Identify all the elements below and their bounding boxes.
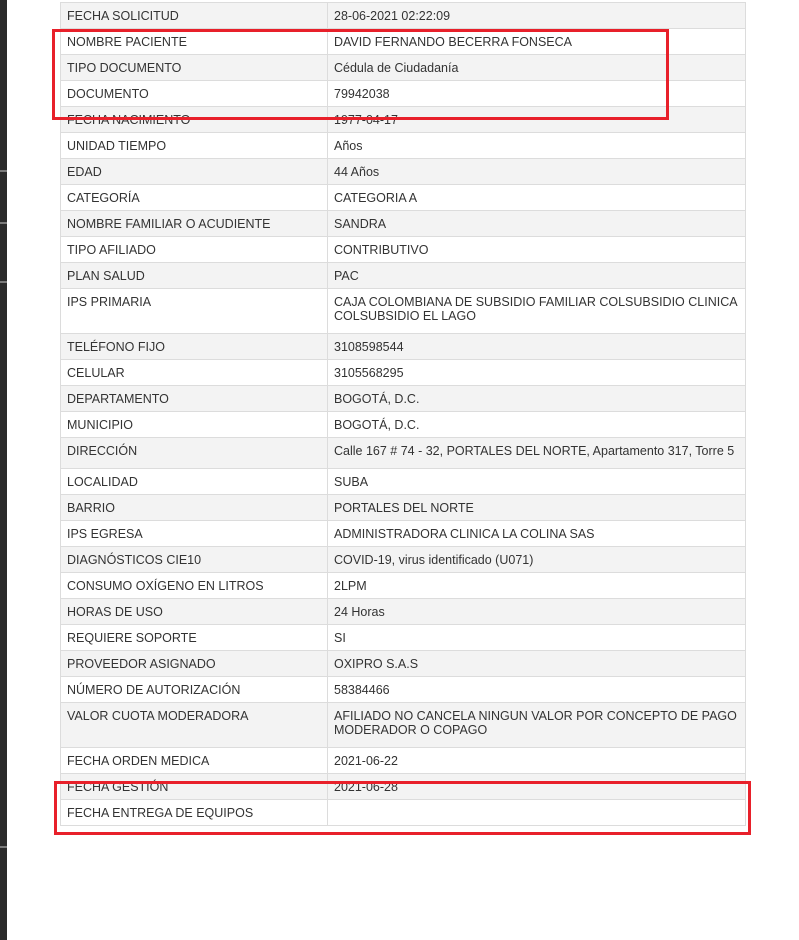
- table-row: [61, 159, 746, 185]
- field-label: IPS PRIMARIA: [61, 289, 328, 334]
- table-row: [61, 412, 746, 438]
- field-label: NÚMERO DE AUTORIZACIÓN: [61, 677, 328, 703]
- table-row: [61, 547, 746, 573]
- field-label: VALOR CUOTA MODERADORA: [61, 703, 328, 748]
- field-value: Cédula de Ciudadanía: [328, 55, 746, 81]
- table-row: [61, 29, 746, 55]
- field-value: AFILIADO NO CANCELA NINGUN VALOR POR CONCEPTO DE PAGO MODERADOR O COPAGO: [328, 703, 746, 748]
- table-row: [61, 3, 746, 29]
- field-value: ADMINISTRADORA CLINICA LA COLINA SAS: [328, 521, 746, 547]
- field-value: PAC: [328, 263, 746, 289]
- field-value: 3108598544: [328, 334, 746, 360]
- field-value: SI: [328, 625, 746, 651]
- table-row: [61, 185, 746, 211]
- field-value: 58384466: [328, 677, 746, 703]
- table-row: [61, 211, 746, 237]
- table-row: [61, 651, 746, 677]
- field-label: NOMBRE PACIENTE: [61, 29, 328, 55]
- field-value: 44 Años: [328, 159, 746, 185]
- field-value: BOGOTÁ, D.C.: [328, 386, 746, 412]
- table-row: [61, 289, 746, 334]
- table-row: [61, 573, 746, 599]
- field-value: CATEGORIA A: [328, 185, 746, 211]
- field-value: [328, 800, 746, 826]
- field-label: PROVEEDOR ASIGNADO: [61, 651, 328, 677]
- field-label: DIRECCIÓN: [61, 438, 328, 469]
- field-value: 2021-06-22: [328, 748, 746, 774]
- patient-info-table: [60, 2, 746, 826]
- field-value: 2LPM: [328, 573, 746, 599]
- table-row: [61, 360, 746, 386]
- table-row: [61, 469, 746, 495]
- field-value: PORTALES DEL NORTE: [328, 495, 746, 521]
- field-label: EDAD: [61, 159, 328, 185]
- table-row: [61, 748, 746, 774]
- field-value: CONTRIBUTIVO: [328, 237, 746, 263]
- field-label: DOCUMENTO: [61, 81, 328, 107]
- table-row: [61, 133, 746, 159]
- table-row: [61, 386, 746, 412]
- field-value: 2021-06-28: [328, 774, 746, 800]
- field-value: BOGOTÁ, D.C.: [328, 412, 746, 438]
- field-label: DIAGNÓSTICOS CIE10: [61, 547, 328, 573]
- field-value: CAJA COLOMBIANA DE SUBSIDIO FAMILIAR COLSUBSIDIO CLINICA COLSUBSIDIO EL LAGO: [328, 289, 746, 334]
- field-value: OXIPRO S.A.S: [328, 651, 746, 677]
- field-label: TIPO AFILIADO: [61, 237, 328, 263]
- field-label: TIPO DOCUMENTO: [61, 55, 328, 81]
- table-row: [61, 237, 746, 263]
- table-row: [61, 438, 746, 469]
- table-row: [61, 334, 746, 360]
- field-value: Calle 167 # 74 - 32, PORTALES DEL NORTE, Apartamento 317, Torre 5: [328, 438, 746, 469]
- field-label: FECHA SOLICITUD: [61, 3, 328, 29]
- table-row: [61, 521, 746, 547]
- field-value: 28-06-2021 02:22:09: [328, 3, 746, 29]
- field-label: REQUIERE SOPORTE: [61, 625, 328, 651]
- field-label: TELÉFONO FIJO: [61, 334, 328, 360]
- table-row: [61, 774, 746, 800]
- field-label: FECHA NACIMIENTO: [61, 107, 328, 133]
- table-row: [61, 263, 746, 289]
- table-row: [61, 81, 746, 107]
- patient-info-table-container: [60, 2, 746, 826]
- table-row: [61, 800, 746, 826]
- table-row: [61, 599, 746, 625]
- field-label: FECHA ORDEN MEDICA: [61, 748, 328, 774]
- field-value: 79942038: [328, 81, 746, 107]
- table-row: [61, 495, 746, 521]
- field-value: 1977-04-17: [328, 107, 746, 133]
- field-label: CATEGORÍA: [61, 185, 328, 211]
- left-window-edge: [0, 0, 7, 940]
- field-label: FECHA GESTIÓN: [61, 774, 328, 800]
- field-label: IPS EGRESA: [61, 521, 328, 547]
- field-value: Años: [328, 133, 746, 159]
- field-value: SANDRA: [328, 211, 746, 237]
- table-row: [61, 625, 746, 651]
- table-row: [61, 107, 746, 133]
- field-label: CONSUMO OXÍGENO EN LITROS: [61, 573, 328, 599]
- field-value: SUBA: [328, 469, 746, 495]
- field-label: DEPARTAMENTO: [61, 386, 328, 412]
- field-label: PLAN SALUD: [61, 263, 328, 289]
- field-label: NOMBRE FAMILIAR O ACUDIENTE: [61, 211, 328, 237]
- field-value: DAVID FERNANDO BECERRA FONSECA: [328, 29, 746, 55]
- field-value: COVID-19, virus identificado (U071): [328, 547, 746, 573]
- table-row: [61, 677, 746, 703]
- field-label: BARRIO: [61, 495, 328, 521]
- field-label: LOCALIDAD: [61, 469, 328, 495]
- field-value: 24 Horas: [328, 599, 746, 625]
- field-label: FECHA ENTREGA DE EQUIPOS: [61, 800, 328, 826]
- field-label: CELULAR: [61, 360, 328, 386]
- table-row: [61, 703, 746, 748]
- field-value: 3105568295: [328, 360, 746, 386]
- table-row: [61, 55, 746, 81]
- field-label: HORAS DE USO: [61, 599, 328, 625]
- field-label: MUNICIPIO: [61, 412, 328, 438]
- field-label: UNIDAD TIEMPO: [61, 133, 328, 159]
